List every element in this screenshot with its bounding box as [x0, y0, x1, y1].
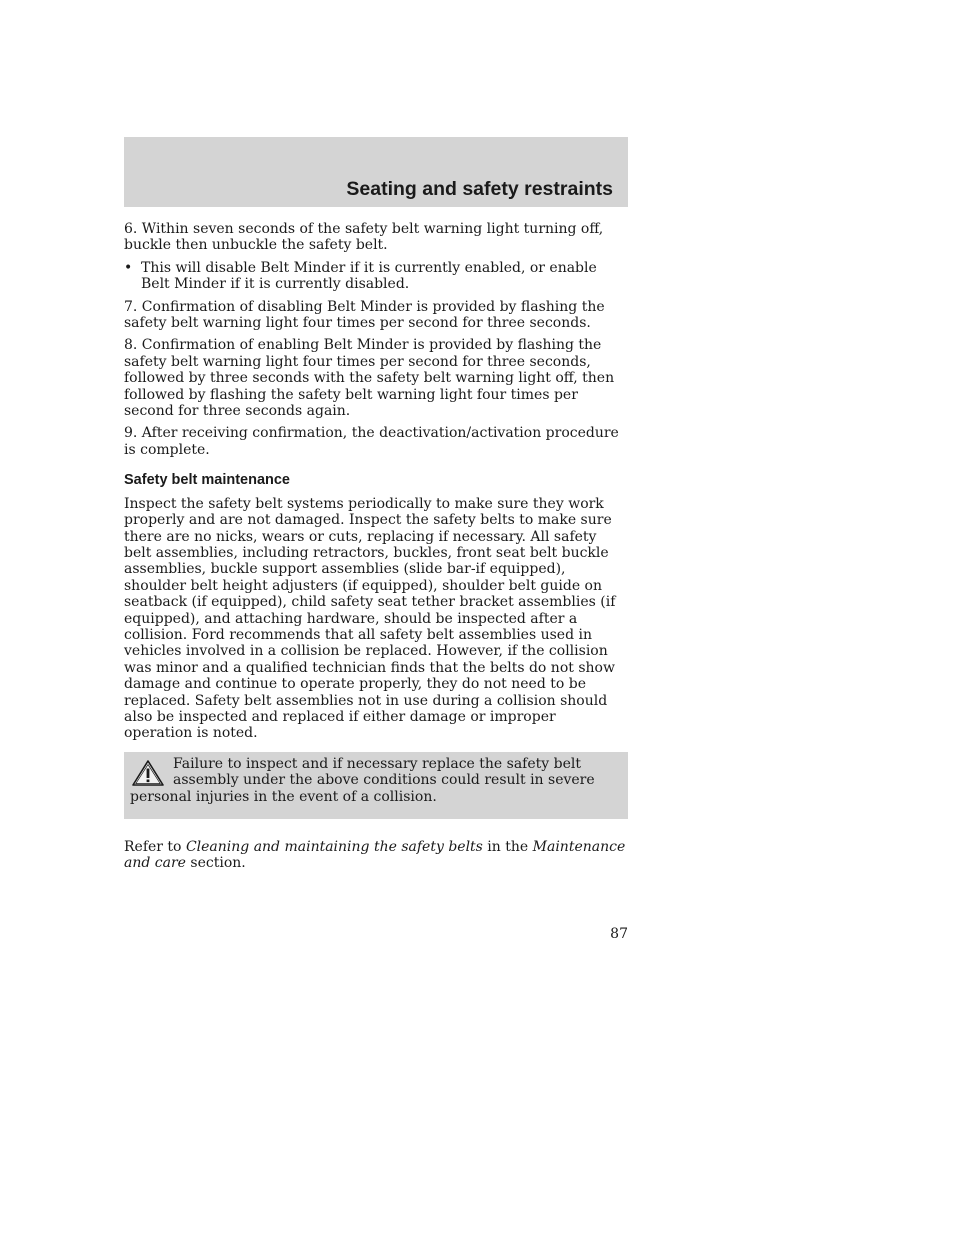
- step-6-paragraph: 6. Within seven seconds of the safety belt warning light turning off, buckle then unbuckle the safety belt.: [124, 221, 604, 254]
- bullet-item: [124, 260, 628, 293]
- bullet-text: This will disable Belt Minder if it is currently enabled, or enable Belt Minder if it is currently disabled.: [141, 259, 597, 293]
- section-header-band: [124, 137, 628, 207]
- bullet-marker: •: [124, 259, 133, 276]
- reference-maintenance-link: Maintenance and care: [124, 839, 626, 872]
- step-8-paragraph: 8. Confirmation of enabling Belt Minder is provided by flashing the safety belt warning light four times per second for three seconds, followed by three seconds with the safety belt warning light off, then followed by flashing the safety belt warning light four times per second for three seconds again.: [124, 337, 615, 420]
- maintenance-body: Inspect the safety belt systems periodically to make sure they work properly and are not damaged. Inspect the safety belts to make sure there are no nicks, wears or cuts, replacing if necessary. All safety belt assemblies, including retractors, buckles, front seat belt buckle assemblies, buckle support assemblies (slide bar-if equipped), shoulder belt height adjusters (if equipped), shoulder belt guide on seatback (if equipped), child safety seat tether bracket assemblies (if equipped), and attaching hardware, should be inspected after a collision. Ford recommends that all safety belt assemblies used in vehicles involved in a collision be replaced. However, if the collision was minor and a qualified technician finds that the belts do not show damage and continue to operate properly, they do not need to be replaced. Safety belt assemblies not in use during a collision should also be inspected and replaced if either damage or improper operation is noted.: [124, 495, 616, 742]
- section-title: Seating and safety restraints: [346, 178, 613, 200]
- step-7-paragraph: 7. Confirmation of disabling Belt Minder is provided by flashing the safety belt warning light four times per second for three seconds.: [124, 298, 605, 332]
- reference-suffix: section.: [185, 855, 246, 872]
- maintenance-heading: Safety belt maintenance: [124, 472, 290, 489]
- warning-triangle-icon: [131, 759, 165, 787]
- step-9-paragraph: 9. After receiving confirmation, the deactivation/activation procedure is complete.: [124, 425, 619, 458]
- page-number: 87: [610, 926, 628, 942]
- page-content: [124, 221, 628, 878]
- warning-text: Failure to inspect and if necessary replace the safety belt assembly under the above conditions could result in severe personal injuries in the event of a collision.: [130, 755, 595, 805]
- warning-box: [124, 752, 628, 819]
- reference-paragraph: [124, 839, 628, 872]
- reference-prefix: Refer to: [124, 839, 186, 855]
- reference-middle: in the: [482, 839, 533, 855]
- reference-cleaning-link: Cleaning and maintaining the safety belts: [185, 839, 483, 855]
